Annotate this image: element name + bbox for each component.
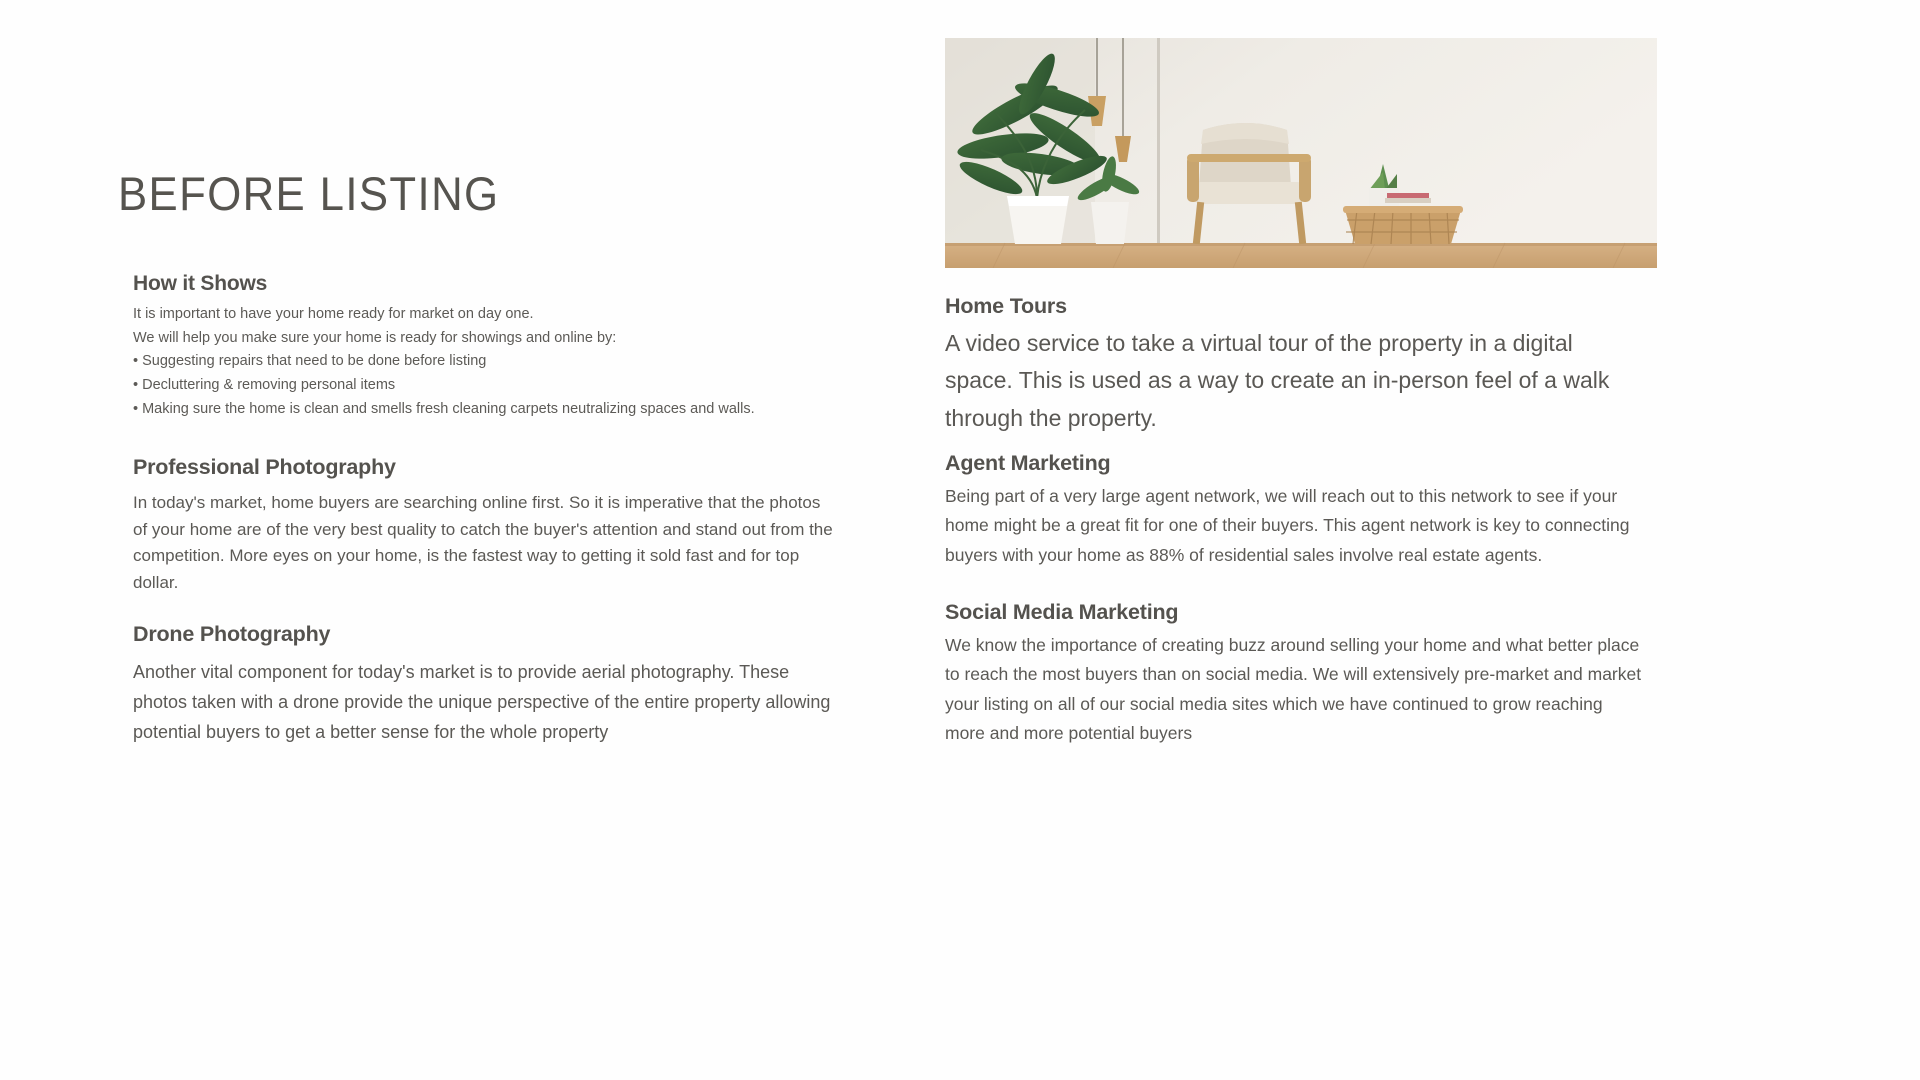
left-column-body <box>118 272 838 747</box>
section-heading-how-it-shows: How it Shows <box>133 272 268 295</box>
agent-marketing-body: Being part of a very large agent network, we will reach out to this network to see if your home might be a great fit for one of their buyers. This agent network is key to connecting buyers with your home as 88% of residential sales involve real estate agents. <box>945 485 1630 565</box>
section-heading-social-media-marketing: Social Media Marketing <box>945 599 1179 624</box>
section-home-tours <box>945 294 1645 437</box>
section-heading-home-tours: Home Tours <box>945 294 1067 318</box>
living-room-illustration <box>945 38 1657 268</box>
page-title: BEFORE LISTING <box>118 167 500 220</box>
how-it-shows-bullet-3: • Making sure the home is clean and smells fresh cleaning carpets neutralizing spaces and walls. <box>133 400 755 417</box>
professional-photography-body: In today's market, home buyers are searching online first. So it is imperative that the photos of your home are of the very best quality to catch the buyer's attention and stand out from the competition. More eyes on your home, is the fastest way to getting it sold fast and for top dollar. <box>133 493 833 592</box>
section-heading-drone-photography: Drone Photography <box>133 622 331 647</box>
section-heading-agent-marketing: Agent Marketing <box>945 450 1111 475</box>
how-it-shows-line-1: It is important to have your home ready for market on day one. <box>133 306 534 322</box>
drone-photography-body: Another vital component for today's market is to provide aerial photography. These photos taken with a drone provide the unique perspective of the entire property allowing potential buyers to get a better sense for the whole property <box>133 662 831 743</box>
section-how-it-shows <box>133 272 838 421</box>
how-it-shows-bullet-2: • Decluttering & removing personal items <box>133 376 396 393</box>
how-it-shows-line-2: We will help you make sure your home is ready for showings and online by: <box>133 329 617 346</box>
right-column <box>945 38 1645 778</box>
section-social-media-marketing <box>945 600 1645 749</box>
social-media-marketing-body: We know the importance of creating buzz around selling your home and what better place to reach the most buyers than on social media. We will extensively pre-market and market your listing on all of our social media sites which we have continued to grow reaching more and more potential buyers <box>945 634 1642 744</box>
left-column <box>118 167 838 773</box>
living-room-photo <box>945 38 1657 268</box>
how-it-shows-bullet-1: • Suggesting repairs that need to be done before listing <box>133 353 487 370</box>
section-heading-professional-photography: Professional Photography <box>133 455 396 480</box>
home-tours-body: A video service to take a virtual tour of the property in a digital space. This is used as a way to create an in-person feel of a walk through the property. <box>945 330 1610 431</box>
section-agent-marketing <box>945 451 1645 570</box>
section-drone-photography <box>133 622 838 747</box>
section-professional-photography <box>133 455 838 596</box>
